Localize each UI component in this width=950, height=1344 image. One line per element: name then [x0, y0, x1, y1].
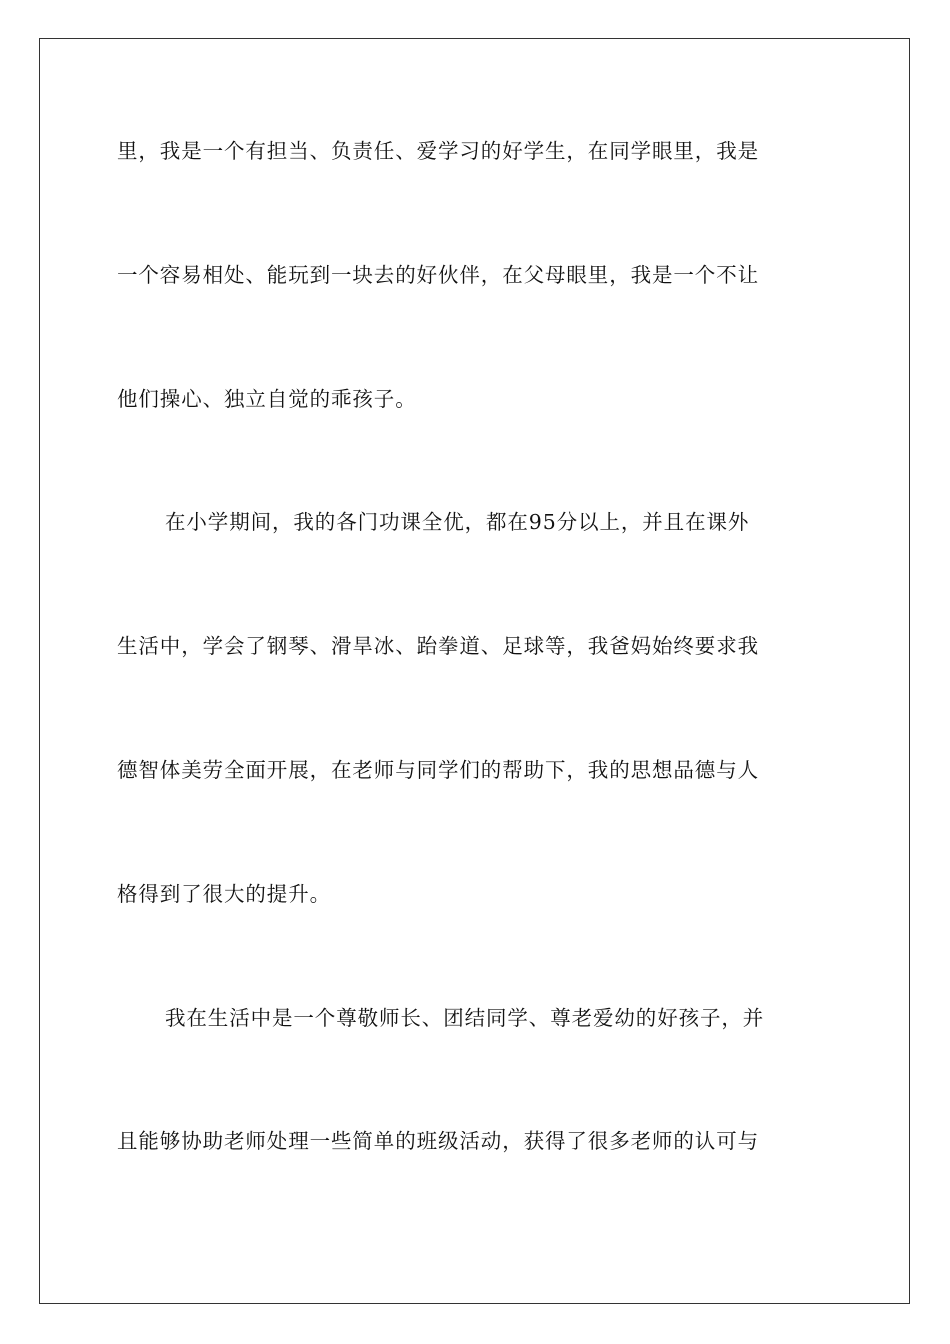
text-line-8: 我在生活中是一个尊敬师长、团结同学、尊老爱幼的好孩子，并	[165, 1005, 765, 1030]
text-line-4: 在小学期间，我的各门功课全优，都在95分以上，并且在课外	[165, 510, 750, 535]
text-line-3: 他们操心、独立自觉的乖孩子。	[117, 386, 417, 411]
document-body	[117, 120, 833, 1234]
text-line-5: 生活中，学会了钢琴、滑旱冰、跆拳道、足球等，我爸妈始终要求我	[117, 634, 759, 659]
text-line-7: 格得到了很大的提升。	[117, 881, 331, 906]
text-line-1: 里，我是一个有担当、负责任、爱学习的好学生，在同学眼里，我是	[117, 139, 759, 163]
text-line-6: 德智体美劳全面开展，在老师与同学们的帮助下，我的思想品德与人	[117, 757, 759, 782]
text-line-2: 一个容易相处、能玩到一块去的好伙伴，在父母眼里，我是一个不让	[117, 262, 759, 287]
text-line-9: 且能够协助老师处理一些简单的班级活动，获得了很多老师的认可与	[117, 1129, 759, 1154]
